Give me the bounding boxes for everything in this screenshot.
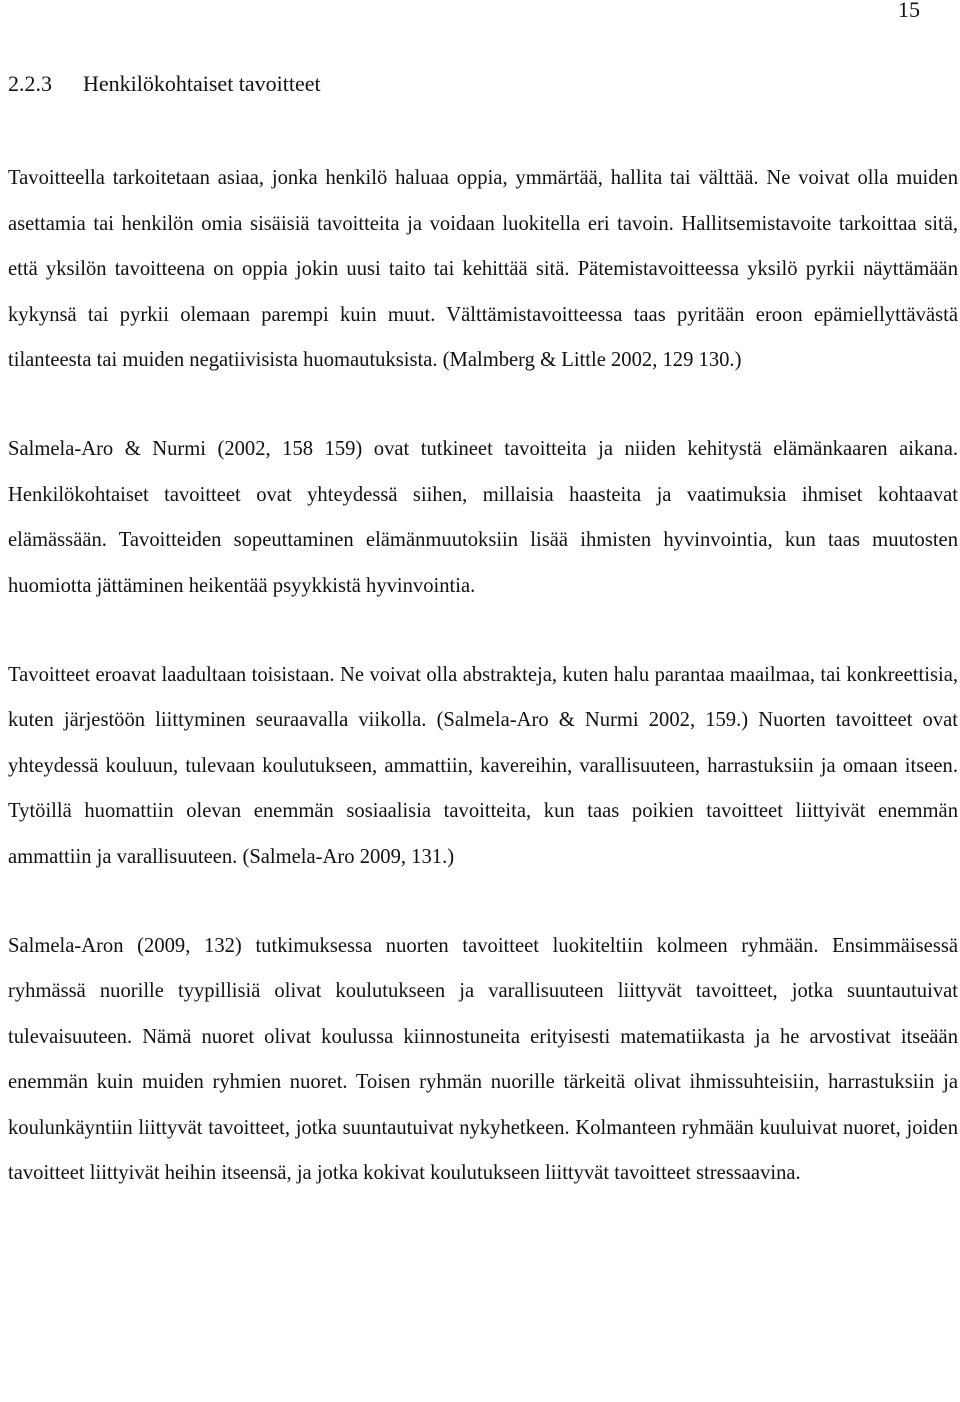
page-number: 15 — [898, 0, 920, 22]
section-heading — [8, 68, 321, 100]
paragraph-goal-types: Tavoitteet eroavat laadultaan toisistaan. Ne voivat olla abstrakteja, kuten halu parantaa maailmaa, tai konkreettisia, kuten järjestöön liittyminen seuraavalla viikolla. (Salmela-Aro & Nurmi 2002, 159.) Nuorten tavoitteet ovat yhteydessä kouluun, tulevaan koulutukseen, ammattiin, kavereihin, varallisuuteen, harrastuksiin ja omaan itseen. Tytöillä huomattiin olevan enemmän sosiaalisia tavoitteita, kun taas poikien tavoitteet liittyivät enemmän ammattiin ja varallisuuteen. (Salmela-Aro 2009, 131.) — [8, 663, 958, 868]
section-title: Henkilökohtaiset tavoitteet — [83, 71, 321, 96]
section-number: 2.2.3 — [8, 71, 52, 96]
body-text — [8, 156, 958, 1197]
paragraph-goal-groups: Salmela-Aron (2009, 132) tutkimuksessa nuorten tavoitteet luokiteltiin kolmeen ryhmään. Ensimmäisessä ryhmässä nuorille tyypillisiä olivat koulutukseen ja varallisuuteen liittyvät tavoitteet, jotka suuntautuivat tulevaisuuteen. Nämä nuoret olivat koulussa kiinnostuneita erityisesti matematiikasta ja he arvostivat itseään enemmän kuin muiden ryhmien nuoret. Toisen ryhmän nuorille tärkeitä olivat ihmissuhteisiin, harrastuksiin ja koulunkäyntiin liittyvät tavoitteet, jotka suuntautuivat nykyhetkeen. Kolmanteen ryhmään kuuluivat nuoret, joiden tavoitteet liittyivät heihin itseensä, ja jotka kokivat koulutukseen liittyvät tavoitteet stressaavina. — [8, 934, 958, 1184]
paragraph-lifespan-goals: Salmela-Aro & Nurmi (2002, 158 159) ovat tutkineet tavoitteita ja niiden kehitystä elämänkaaren aikana. Henkilökohtaiset tavoitteet ovat yhteydessä siihen, millaisia haasteita ja vaatimuksia ihmiset kohtaavat elämässään. Tavoitteiden sopeuttaminen elämänmuutoksiin lisää ihmisten hyvinvointia, kun taas muutosten huomiotta jättäminen heikentää psyykkistä hyvinvointia. — [8, 438, 958, 597]
paragraph-goals-definition: Tavoitteella tarkoitetaan asiaa, jonka henkilö haluaa oppia, ymmärtää, hallita tai välttää. Ne voivat olla muiden asettamia tai henkilön omia sisäisiä tavoitteita ja voidaan luokitella eri tavoin. Hallitsemistavoite tarkoittaa sitä, että yksilön tavoitteena on oppia jokin uusi taito tai kehittää sitä. Pätemistavoitteessa yksilö pyrkii näyttämään kykynsä tai pyrkii olemaan parempi kuin muut. Välttämistavoitteessa taas pyritään eroon epämiellyttävästä tilanteesta tai muiden negatiivisista huomautuksista. (Malmberg & Little 2002, 129 130.) — [8, 167, 958, 371]
